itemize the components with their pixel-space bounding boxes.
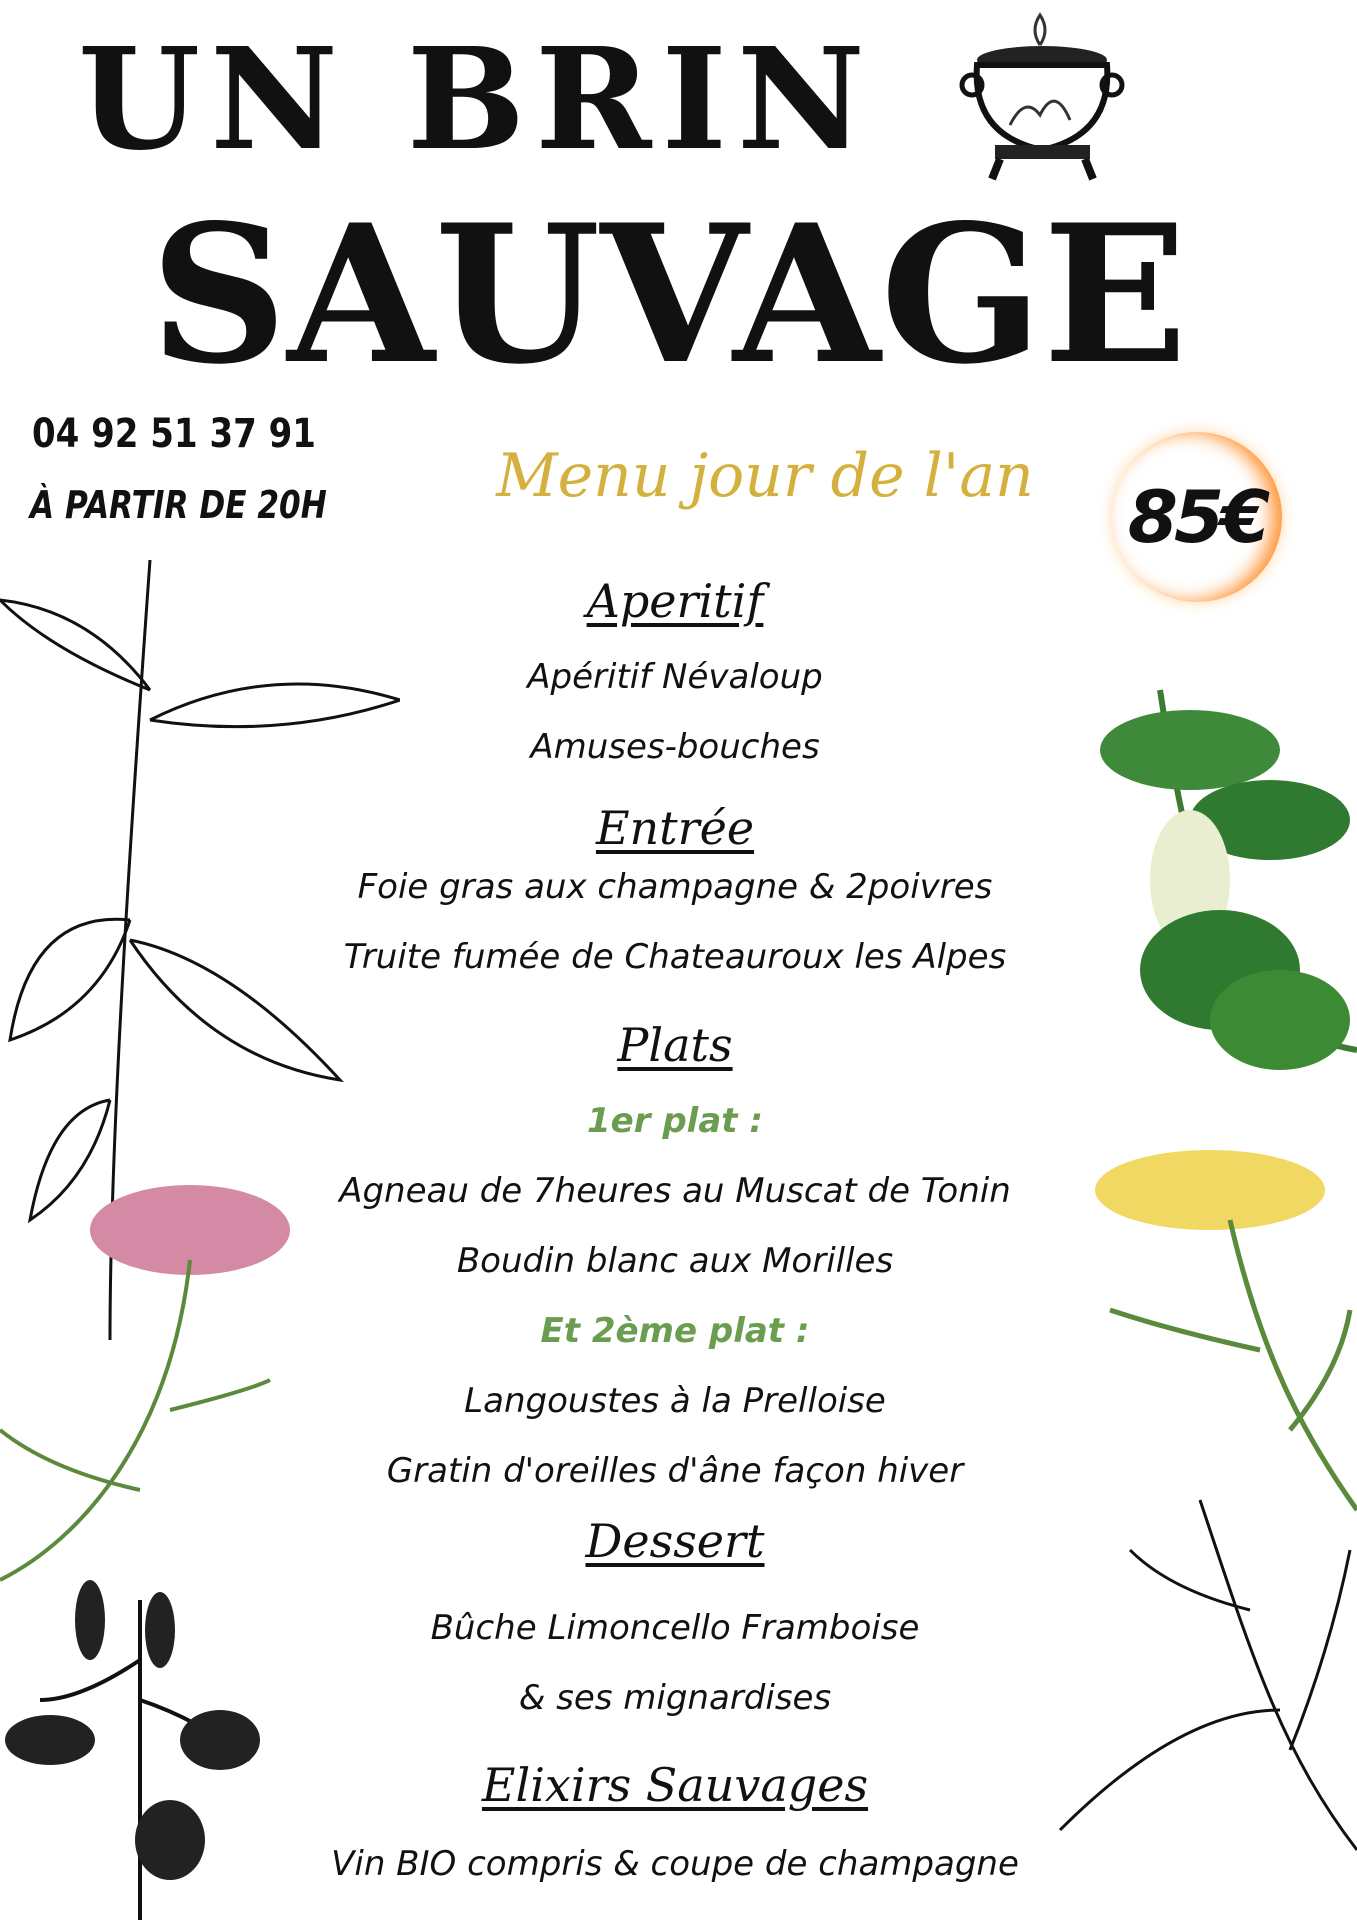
section-heading-aperitif: Aperitif <box>586 574 764 628</box>
menu-item: Foie gras aux champagne & 2poivres <box>357 867 993 907</box>
first-course-label: 1er plat : <box>587 1101 763 1141</box>
title-line-2: SAUVAGE <box>150 183 1188 406</box>
cauldron-icon <box>950 5 1135 185</box>
menu-subtitle: Menu jour de l'an <box>496 441 1034 511</box>
menu-item: Boudin blanc aux Morilles <box>456 1241 894 1281</box>
menu-item: Amuses-bouches <box>530 727 820 767</box>
section-heading-dessert: Dessert <box>585 1514 765 1568</box>
menu-item: Vin BIO compris & coupe de champagne <box>331 1844 1019 1884</box>
section-heading-elixirs: Elixirs Sauvages <box>481 1758 869 1812</box>
section-heading-entree: Entrée <box>595 801 755 855</box>
menu-item: & ses mignardises <box>518 1678 832 1718</box>
title-line-1: UN BRIN <box>78 18 875 182</box>
price-badge: 85€ <box>1112 432 1282 602</box>
phone-number: 04 92 51 37 91 <box>32 411 316 457</box>
menu-item: Apéritif Névaloup <box>527 657 823 697</box>
start-time: À PARTIR DE 20H <box>30 483 327 527</box>
menu-item: Bûche Limoncello Framboise <box>430 1608 920 1648</box>
menu-item: Agneau de 7heures au Muscat de Tonin <box>339 1171 1011 1211</box>
menu-item: Langoustes à la Prelloise <box>464 1381 886 1421</box>
menu-item: Truite fumée de Chateauroux les Alpes <box>343 937 1007 977</box>
plant-illustrations-right <box>1040 650 1357 1920</box>
section-heading-plats: Plats <box>617 1018 733 1072</box>
second-course-label: Et 2ème plat : <box>540 1311 810 1351</box>
menu-item: Gratin d'oreilles d'âne façon hiver <box>386 1451 964 1491</box>
